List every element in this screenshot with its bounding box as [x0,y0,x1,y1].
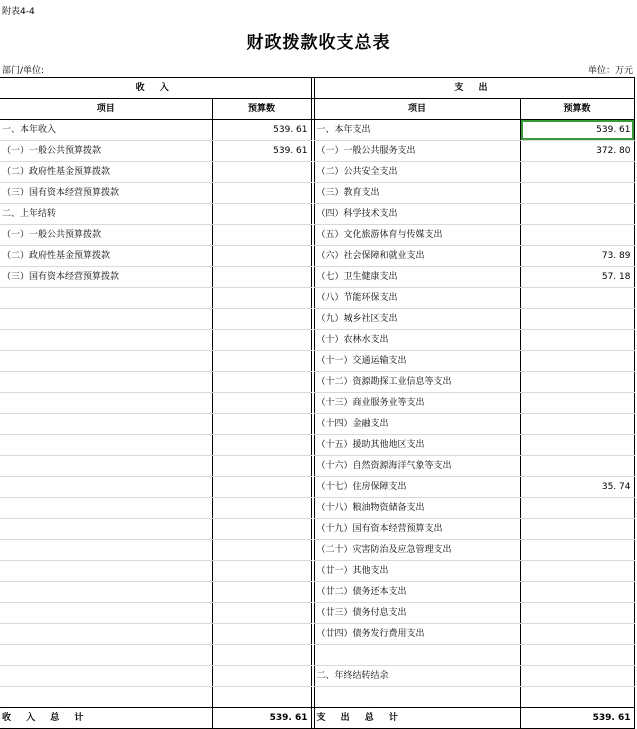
income-budget-header: 预算数 [212,99,311,120]
expense-total-value[interactable]: 539. 61 [520,708,634,729]
right-value-cell[interactable] [520,435,634,456]
right-value-cell[interactable] [520,666,634,687]
income-total-label[interactable] [0,708,212,729]
column-header-row [0,99,634,120]
left-item-cell[interactable] [0,687,212,708]
left-item-cell[interactable] [0,540,212,561]
left-item-cell[interactable] [0,603,212,624]
right-value-cell[interactable] [520,204,634,225]
table-row [0,666,634,687]
expense-section-header: 支 出 [314,78,634,99]
right-value-cell[interactable] [520,456,634,477]
left-item-cell[interactable] [0,372,212,393]
left-item-cell[interactable]: 二、上年结转 [0,204,212,225]
right-value-cell[interactable] [520,498,634,519]
left-item-cell[interactable] [0,498,212,519]
right-value-cell[interactable]: 372. 80 [520,141,634,162]
right-item-cell[interactable]: （十二）资源勘探工业信息等支出 [314,372,520,393]
right-value-cell[interactable]: 57. 18 [520,267,634,288]
left-value-cell[interactable] [212,204,311,225]
left-item-cell[interactable]: 一、本年收入 [0,120,212,141]
table-row [0,120,634,141]
left-item-cell[interactable]: （三）国有资本经营预算拨款 [0,267,212,288]
table-row [0,267,634,288]
right-item-cell[interactable]: （十一）交通运输支出 [314,351,520,372]
right-value-cell[interactable]: 73. 89 [520,246,634,267]
right-item-cell[interactable]: （四）科学技术支出 [314,204,520,225]
right-value-cell[interactable] [520,414,634,435]
table-row [0,477,634,498]
left-value-cell[interactable] [212,498,311,519]
left-item-cell[interactable] [0,330,212,351]
right-item-cell[interactable]: （六）社会保障和就业支出 [314,246,520,267]
right-value-cell[interactable] [520,624,634,645]
left-item-cell[interactable]: （三）国有资本经营预算拨款 [0,183,212,204]
right-item-cell[interactable]: （十九）国有资本经营预算支出 [314,519,520,540]
right-value-cell[interactable] [520,309,634,330]
left-value-cell[interactable] [212,288,311,309]
left-value-cell[interactable] [212,666,311,687]
right-item-cell[interactable]: （八）节能环保支出 [314,288,520,309]
left-value-cell[interactable] [212,372,311,393]
right-item-cell[interactable]: （廿四）债务发行费用支出 [314,624,520,645]
right-item-cell[interactable]: （十五）援助其他地区支出 [314,435,520,456]
table-row [0,330,634,351]
right-item-cell[interactable]: （十八）粮油物资储备支出 [314,498,520,519]
left-item-cell[interactable] [0,309,212,330]
left-value-cell[interactable] [212,456,311,477]
left-value-cell[interactable] [212,267,311,288]
right-value-cell[interactable] [520,372,634,393]
left-item-cell[interactable]: （一）一般公共预算拨款 [0,225,212,246]
expense-total-label-text: 支 出 总 计 [316,713,404,723]
page-title: 财政拨款收支总表 [246,33,391,53]
left-item-cell[interactable] [0,477,212,498]
left-item-cell[interactable]: （二）政府性基金预算拨款 [0,246,212,267]
left-value-cell[interactable] [212,435,311,456]
left-value-cell[interactable] [212,582,311,603]
left-item-cell[interactable] [0,561,212,582]
right-value-cell[interactable] [520,288,634,309]
table-row [0,498,634,519]
left-value-cell[interactable] [212,603,311,624]
table-row [0,603,634,624]
section-header-row [0,78,634,99]
table-row [0,414,634,435]
right-value-cell[interactable] [520,645,634,666]
left-value-cell[interactable] [212,687,311,708]
right-value-cell[interactable] [520,540,634,561]
left-value-cell[interactable]: 539. 61 [212,141,311,162]
income-section-header: 收 入 [0,78,311,99]
appendix-label: 附表4-4 [2,7,35,17]
left-value-cell[interactable] [212,519,311,540]
right-value-cell[interactable] [520,561,634,582]
right-item-cell[interactable]: （二十）灾害防治及应急管理支出 [314,540,520,561]
selected-cell[interactable]: 539. 61 [520,120,634,141]
right-item-cell[interactable]: （五）文化旅游体育与传媒支出 [314,225,520,246]
right-value-cell[interactable] [520,393,634,414]
left-item-cell[interactable] [0,456,212,477]
expense-budget-header: 预算数 [520,99,634,120]
table-row [0,582,634,603]
table-row [0,246,634,267]
right-item-cell[interactable]: （三）教育支出 [314,183,520,204]
table-row [0,288,634,309]
expense-item-header: 项目 [314,99,520,120]
table-row [0,687,634,708]
left-value-cell[interactable] [212,414,311,435]
right-value-cell[interactable] [520,582,634,603]
budget-table [0,77,635,729]
left-value-cell[interactable] [212,225,311,246]
table-row [0,162,634,183]
table-row [0,309,634,330]
left-item-cell[interactable] [0,288,212,309]
left-item-cell[interactable] [0,435,212,456]
left-value-cell[interactable] [212,309,311,330]
right-value-cell[interactable] [520,351,634,372]
left-value-cell[interactable] [212,351,311,372]
left-item-cell[interactable] [0,351,212,372]
table-row [0,351,634,372]
left-value-cell[interactable] [212,330,311,351]
department-label: 部门/单位: [2,66,45,76]
table-row [0,435,634,456]
right-item-cell[interactable]: （十三）商业服务业等支出 [314,393,520,414]
right-item-cell[interactable]: （廿二）债务还本支出 [314,582,520,603]
left-value-cell[interactable]: 539. 61 [212,120,311,141]
right-item-cell[interactable]: （九）城乡社区支出 [314,309,520,330]
left-item-cell[interactable] [0,582,212,603]
left-value-cell[interactable] [212,645,311,666]
right-value-cell[interactable] [520,162,634,183]
expense-total-label[interactable] [314,708,520,729]
right-value-cell[interactable] [520,330,634,351]
right-item-cell[interactable]: （二）公共安全支出 [314,162,520,183]
table-row [0,519,634,540]
table-row [0,204,634,225]
table-row [0,561,634,582]
right-value-cell[interactable]: 35. 74 [520,477,634,498]
table-row [0,456,634,477]
left-value-cell[interactable] [212,561,311,582]
left-value-cell[interactable] [212,393,311,414]
table-row [0,645,634,666]
table-row [0,372,634,393]
right-value-cell[interactable] [520,183,634,204]
totals-row [0,708,634,729]
table-row [0,141,634,162]
table-row [0,225,634,246]
table-row [0,540,634,561]
right-item-cell[interactable]: 一、本年支出 [314,120,520,141]
table-row [0,393,634,414]
right-item-cell[interactable]: 二、年终结转结余 [314,666,520,687]
right-value-cell[interactable] [520,225,634,246]
income-total-label-text: 收 入 总 计 [2,713,90,723]
income-item-header: 项目 [0,99,212,120]
right-value-cell[interactable] [520,519,634,540]
table-row [0,183,634,204]
right-item-cell[interactable]: （一）一般公共服务支出 [314,141,520,162]
left-item-cell[interactable] [0,519,212,540]
income-total-value[interactable]: 539. 61 [212,708,311,729]
right-value-cell[interactable] [520,603,634,624]
right-item-cell[interactable] [314,687,520,708]
right-item-cell[interactable] [314,645,520,666]
left-item-cell[interactable] [0,414,212,435]
left-item-cell[interactable]: （二）政府性基金预算拨款 [0,162,212,183]
right-item-cell[interactable]: （十）农林水支出 [314,330,520,351]
table-row [0,624,634,645]
right-item-cell[interactable]: （十四）金融支出 [314,414,520,435]
right-item-cell[interactable]: （廿一）其他支出 [314,561,520,582]
left-value-cell[interactable] [212,477,311,498]
right-item-cell[interactable]: （七）卫生健康支出 [314,267,520,288]
right-item-cell[interactable]: （廿三）债务付息支出 [314,603,520,624]
left-item-cell[interactable] [0,645,212,666]
right-item-cell[interactable]: （十七）住房保障支出 [314,477,520,498]
unit-label: 单位：万元 [587,66,633,76]
left-item-cell[interactable] [0,393,212,414]
left-value-cell[interactable] [212,624,311,645]
left-item-cell[interactable] [0,624,212,645]
left-value-cell[interactable] [212,246,311,267]
right-value-cell[interactable] [520,687,634,708]
left-value-cell[interactable] [212,540,311,561]
right-item-cell[interactable]: （十六）自然资源海洋气象等支出 [314,456,520,477]
left-value-cell[interactable] [212,162,311,183]
left-item-cell[interactable]: （一）一般公共预算拨款 [0,141,212,162]
left-value-cell[interactable] [212,183,311,204]
left-item-cell[interactable] [0,666,212,687]
